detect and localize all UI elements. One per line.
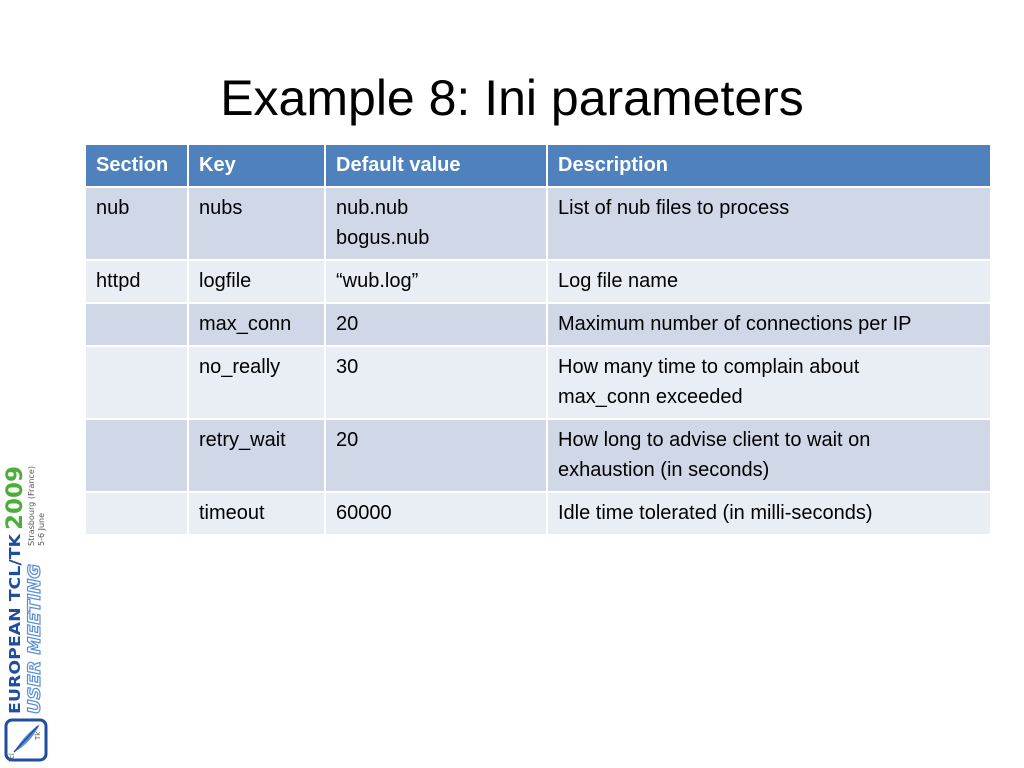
cell-line: List of nub files to process (558, 197, 790, 219)
cell-line: How many time to complain about (558, 356, 860, 378)
slide-title: Example 8: Ini parameters (220, 70, 804, 126)
cell-section (86, 492, 188, 535)
cell-line: Idle time tolerated (in milli-seconds) (558, 502, 873, 524)
cell-section (86, 346, 188, 419)
conference-logo (0, 462, 52, 768)
cell-line: 60000 (336, 502, 392, 524)
logo-year: 2009 (3, 468, 28, 530)
cell-line: exhaustion (in seconds) (558, 459, 770, 481)
cell-section: nub (86, 187, 188, 260)
cell-default-value (325, 419, 547, 492)
cell-key: max_conn (188, 303, 325, 346)
cell-line: nub.nub (336, 197, 409, 219)
table-header-row (86, 145, 990, 187)
table-row (86, 346, 990, 419)
cell-key: no_really (188, 346, 325, 419)
table-row (86, 492, 990, 535)
logo-place: Strasbourg (France) (27, 466, 36, 546)
cell-line: max_conn exceeded (558, 386, 743, 408)
cell-default-value (325, 346, 547, 419)
cell-key: timeout (188, 492, 325, 535)
cell-key: logfile (188, 260, 325, 303)
cell-line: “wub.log” (336, 270, 419, 292)
cell-line: Log file name (558, 270, 679, 292)
logo-badge-tcl-text: Tcl (8, 753, 16, 762)
cell-line: 20 (336, 313, 359, 335)
header-default-value: Default value (325, 145, 547, 187)
cell-section (86, 303, 188, 346)
logo-line-european-tcl-tk: EUROPEAN TCL/TK (6, 553, 24, 714)
cell-key: retry_wait (188, 419, 325, 492)
cell-default-value (325, 187, 547, 260)
cell-default-value (325, 303, 547, 346)
ini-parameters-table (86, 145, 990, 536)
table-row (86, 303, 990, 346)
cell-section (86, 419, 188, 492)
cell-default-value (325, 260, 547, 303)
cell-line: Maximum number of connections per IP (558, 313, 912, 335)
cell-section: httpd (86, 260, 188, 303)
table-row (86, 419, 990, 492)
cell-line: bogus.nub (336, 227, 430, 249)
cell-line: How long to advise client to wait on (558, 429, 871, 451)
cell-description (547, 303, 990, 346)
cell-line: 30 (336, 356, 359, 378)
cell-description (547, 346, 990, 419)
header-section: Section (86, 145, 188, 187)
cell-description (547, 419, 990, 492)
logo-line-user-meeting: USER MEETING (25, 571, 45, 714)
logo-dates: 5-6 June (37, 512, 46, 546)
cell-line: 20 (336, 429, 359, 451)
header-key: Key (188, 145, 325, 187)
cell-default-value (325, 492, 547, 535)
cell-description (547, 187, 990, 260)
table-row (86, 260, 990, 303)
cell-description (547, 260, 990, 303)
logo-badge-tk-text: Tk (34, 731, 42, 740)
table-row (86, 187, 990, 260)
header-description: Description (547, 145, 990, 187)
cell-description (547, 492, 990, 535)
cell-key: nubs (188, 187, 325, 260)
